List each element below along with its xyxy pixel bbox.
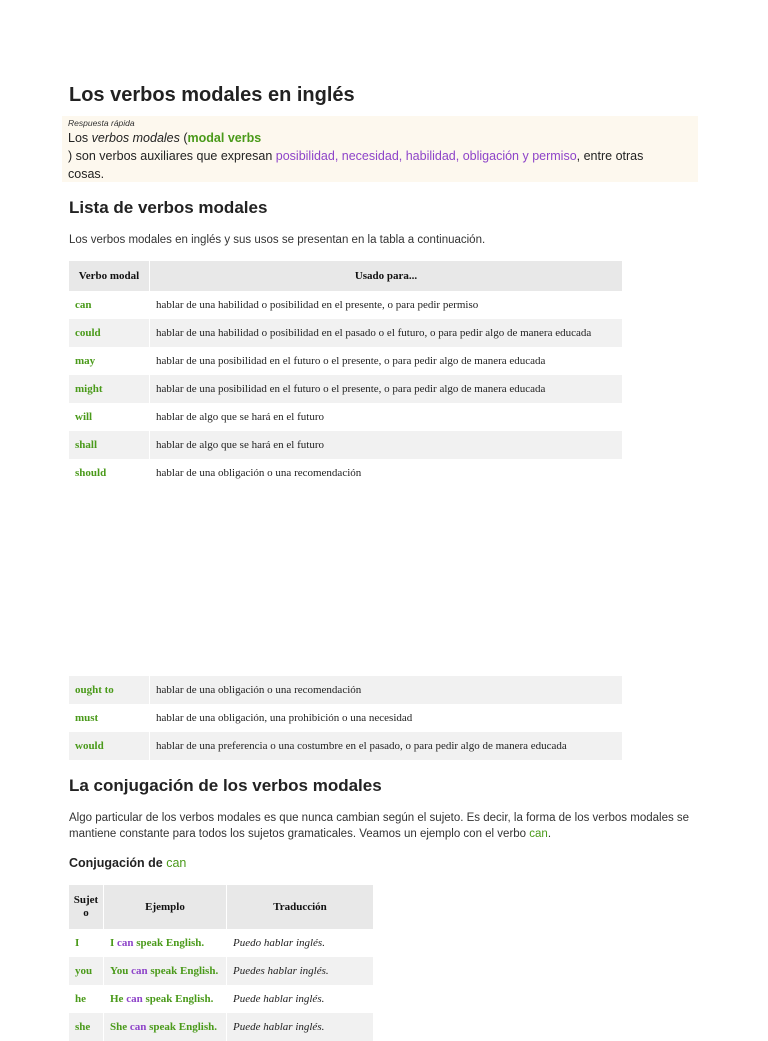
qa-italic-term: verbos modales <box>91 131 180 145</box>
example-post: speak English. <box>133 937 205 949</box>
example-pre: I <box>110 937 118 949</box>
verb-cell: must <box>69 704 150 732</box>
section-heading-conjugation: La conjugación de los verbos modales <box>69 776 382 795</box>
table-header-verb: Verbo modal <box>69 261 150 291</box>
example-post: speak English. <box>146 1021 217 1033</box>
qa-line1-prefix: Los <box>68 131 92 145</box>
table-row <box>69 929 374 957</box>
qa-line2-suffix: , entre otras <box>576 149 644 163</box>
paragraph-line1: Algo particular de los verbos modales es que nunca cambian según el sujeto. Es decir, la forma de los verbos modales se <box>69 812 690 824</box>
verb-cell: would <box>69 732 150 760</box>
translation-cell: Puedo hablar inglés. <box>227 929 374 957</box>
subject-cell: you <box>69 957 104 985</box>
table-row <box>69 957 374 985</box>
section-intro: Los verbos modales en inglés y sus usos se presentan en la tabla a continuación. <box>69 234 486 246</box>
example-cell <box>104 957 227 985</box>
example-cell <box>104 1013 227 1041</box>
table-header-translation: Traducción <box>227 885 374 929</box>
table-row <box>69 985 374 1013</box>
use-cell: hablar de una preferencia o una costumbre en el pasado, o para pedir algo de manera educada <box>150 732 623 760</box>
example-post: speak English. <box>142 993 214 1005</box>
paragraph-line2-prefix: mantiene constante para todos los sujetos gramaticales. Veamos un ejemplo con el verbo <box>69 828 530 840</box>
qa-line3: cosas. <box>68 167 105 181</box>
verb-cell: should <box>69 459 150 487</box>
table-row <box>69 347 623 375</box>
conjugation-title-verb: can <box>166 856 187 870</box>
translation-cell: Puede hablar inglés. <box>227 1013 374 1041</box>
table-header-example: Ejemplo <box>104 885 227 929</box>
modal-verbs-table <box>69 261 623 487</box>
example-modal: can <box>131 965 148 977</box>
subject-cell: I <box>69 929 104 957</box>
table-row <box>69 704 623 732</box>
qa-open-paren: ( <box>179 131 188 145</box>
use-cell: hablar de una posibilidad en el futuro o el presente, o para pedir algo de manera educada <box>150 347 623 375</box>
example-pre: He <box>110 993 127 1005</box>
subject-cell: he <box>69 985 104 1013</box>
section-heading-list: Lista de verbos modales <box>69 198 268 217</box>
table-header-use: Usado para... <box>150 261 623 291</box>
example-post: speak English. <box>147 965 219 977</box>
table-row <box>69 319 623 347</box>
example-modal: can <box>117 937 134 949</box>
table-row <box>69 375 623 403</box>
translation-cell: Puedes hablar inglés. <box>227 957 374 985</box>
table-row <box>69 459 623 487</box>
paragraph-line2-suffix: . <box>547 828 552 840</box>
verb-cell: will <box>69 403 150 431</box>
conjugation-paragraph <box>69 810 689 842</box>
table-row <box>69 291 623 319</box>
example-cell <box>104 985 227 1013</box>
table-row <box>69 676 623 704</box>
table-row <box>69 732 623 760</box>
verb-link-can[interactable]: can <box>529 828 548 840</box>
example-cell <box>104 929 227 957</box>
example-pre: She <box>110 1021 130 1033</box>
use-cell: hablar de una obligación, una prohibición o una necesidad <box>150 704 623 732</box>
table-row <box>69 1013 374 1041</box>
use-cell: hablar de una habilidad o posibilidad en el presente, o para pedir permiso <box>150 291 623 319</box>
table-header-subject <box>69 885 104 929</box>
quick-answer-box <box>62 116 698 182</box>
translation-cell: Puede hablar inglés. <box>227 985 374 1013</box>
subject-cell: she <box>69 1013 104 1041</box>
conjugation-title-prefix: Conjugación de <box>69 856 167 870</box>
quick-answer-text <box>68 129 692 183</box>
verb-cell: might <box>69 375 150 403</box>
table-row <box>69 431 623 459</box>
example-modal: can <box>126 993 143 1005</box>
qa-line2-prefix: ) son verbos auxiliares que expresan <box>68 149 276 163</box>
page-title: Los verbos modales en inglés <box>69 84 355 106</box>
subject-header-line1: Sujet <box>73 894 99 906</box>
verb-cell: shall <box>69 431 150 459</box>
conjugation-title <box>69 856 186 870</box>
verb-cell: ought to <box>69 676 150 704</box>
use-cell: hablar de una obligación o una recomendación <box>150 676 623 704</box>
verb-cell: can <box>69 291 150 319</box>
example-pre: You <box>110 965 132 977</box>
modal-verbs-table-continued <box>69 676 623 760</box>
example-modal: can <box>129 1021 147 1033</box>
use-cell: hablar de una posibilidad en el futuro o el presente, o para pedir algo de manera educada <box>150 375 623 403</box>
subject-header-line2: o <box>83 907 89 919</box>
qa-uses-link[interactable]: posibilidad, necesidad, habilidad, obligación y permiso <box>275 149 577 163</box>
use-cell: hablar de algo que se hará en el futuro <box>150 403 623 431</box>
use-cell: hablar de algo que se hará en el futuro <box>150 431 623 459</box>
verb-cell: may <box>69 347 150 375</box>
verb-cell: could <box>69 319 150 347</box>
conjugation-table <box>69 885 374 1041</box>
use-cell: hablar de una obligación o una recomendación <box>150 459 623 487</box>
table-row <box>69 403 623 431</box>
qa-english-term: modal verbs <box>187 131 262 145</box>
use-cell: hablar de una habilidad o posibilidad en el pasado o el futuro, o para pedir algo de manera educada <box>150 319 623 347</box>
quick-answer-label: Respuesta rápida <box>68 118 135 128</box>
